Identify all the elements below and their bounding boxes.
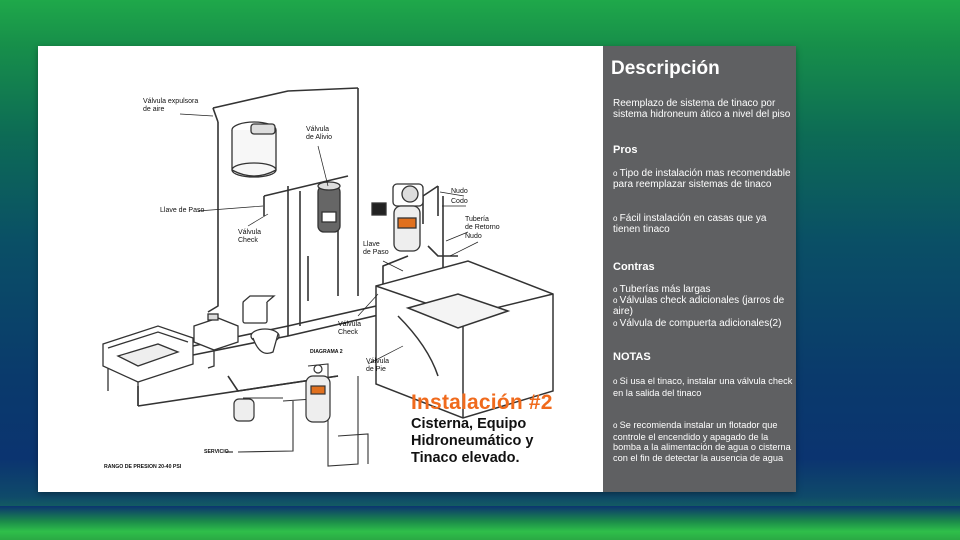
- contras-item: o Válvula de compuerta adicionales(2): [613, 318, 793, 329]
- installation-title: Instalación #2: [411, 391, 553, 414]
- label-rango-presion: RANGO DE PRESION 20-40 PSI: [104, 464, 182, 470]
- pros-item: o Fácil instalación en casas que ya tienen tinaco: [613, 213, 793, 235]
- label-servicio: SERVICIO: [204, 449, 229, 455]
- pros-heading: Pros: [613, 144, 638, 156]
- contras-heading: Contras: [613, 261, 655, 273]
- bottom-green-band: [0, 506, 960, 540]
- label-valvula-alivio: Válvula de Alivio: [306, 126, 333, 141]
- label-nudo-2: Nudo: [465, 233, 482, 240]
- label-codo: Codo: [451, 198, 468, 205]
- label-diagrama-2: DIAGRAMA 2: [310, 349, 343, 355]
- panel-title: Descripción: [611, 58, 720, 79]
- installation-subtitle: Cisterna, Equipo Hidroneumático y Tinaco elevado.: [411, 416, 534, 466]
- notas-heading: NOTAS: [613, 351, 651, 363]
- label-tuberia-retorno: Tubería de Retorno: [465, 216, 500, 231]
- label-llave-paso-1: Llave de Paso: [160, 207, 205, 214]
- label-valvula-expulsora: Válvula expulsora de aire: [143, 98, 199, 113]
- notas-item: o Se recomienda instalar un flotador que controle el encendido y apagado de la bomba a la alimentación de agua o cisterna con el fin de detectar la ausencia de agua: [613, 420, 793, 463]
- label-llave-paso-2: Llave de Paso: [363, 241, 389, 256]
- label-valvula-check-1: Válvula Check: [238, 229, 261, 244]
- panel-intro: Reemplazo de sistema de tinaco por sistema hidroneum ático a nivel del piso: [613, 98, 791, 120]
- label-valvula-check-2: Válvula Check: [338, 321, 361, 336]
- slide: [38, 46, 796, 492]
- label-valvula-pie: Válvula de Pie: [366, 358, 389, 373]
- contras-item: o Válvulas check adicionales (jarros de aire): [613, 295, 793, 317]
- label-nudo: Nudo: [451, 188, 468, 195]
- pros-item: o Tipo de instalación mas recomendable para reemplazar sistemas de tinaco: [613, 168, 793, 190]
- description-panel: [603, 46, 796, 492]
- installation-diagram: [38, 46, 603, 492]
- notas-item: o Si usa el tinaco, instalar una válvula check en la salida del tinaco: [613, 376, 793, 398]
- contras-item: o Tuberías más largas: [613, 284, 793, 295]
